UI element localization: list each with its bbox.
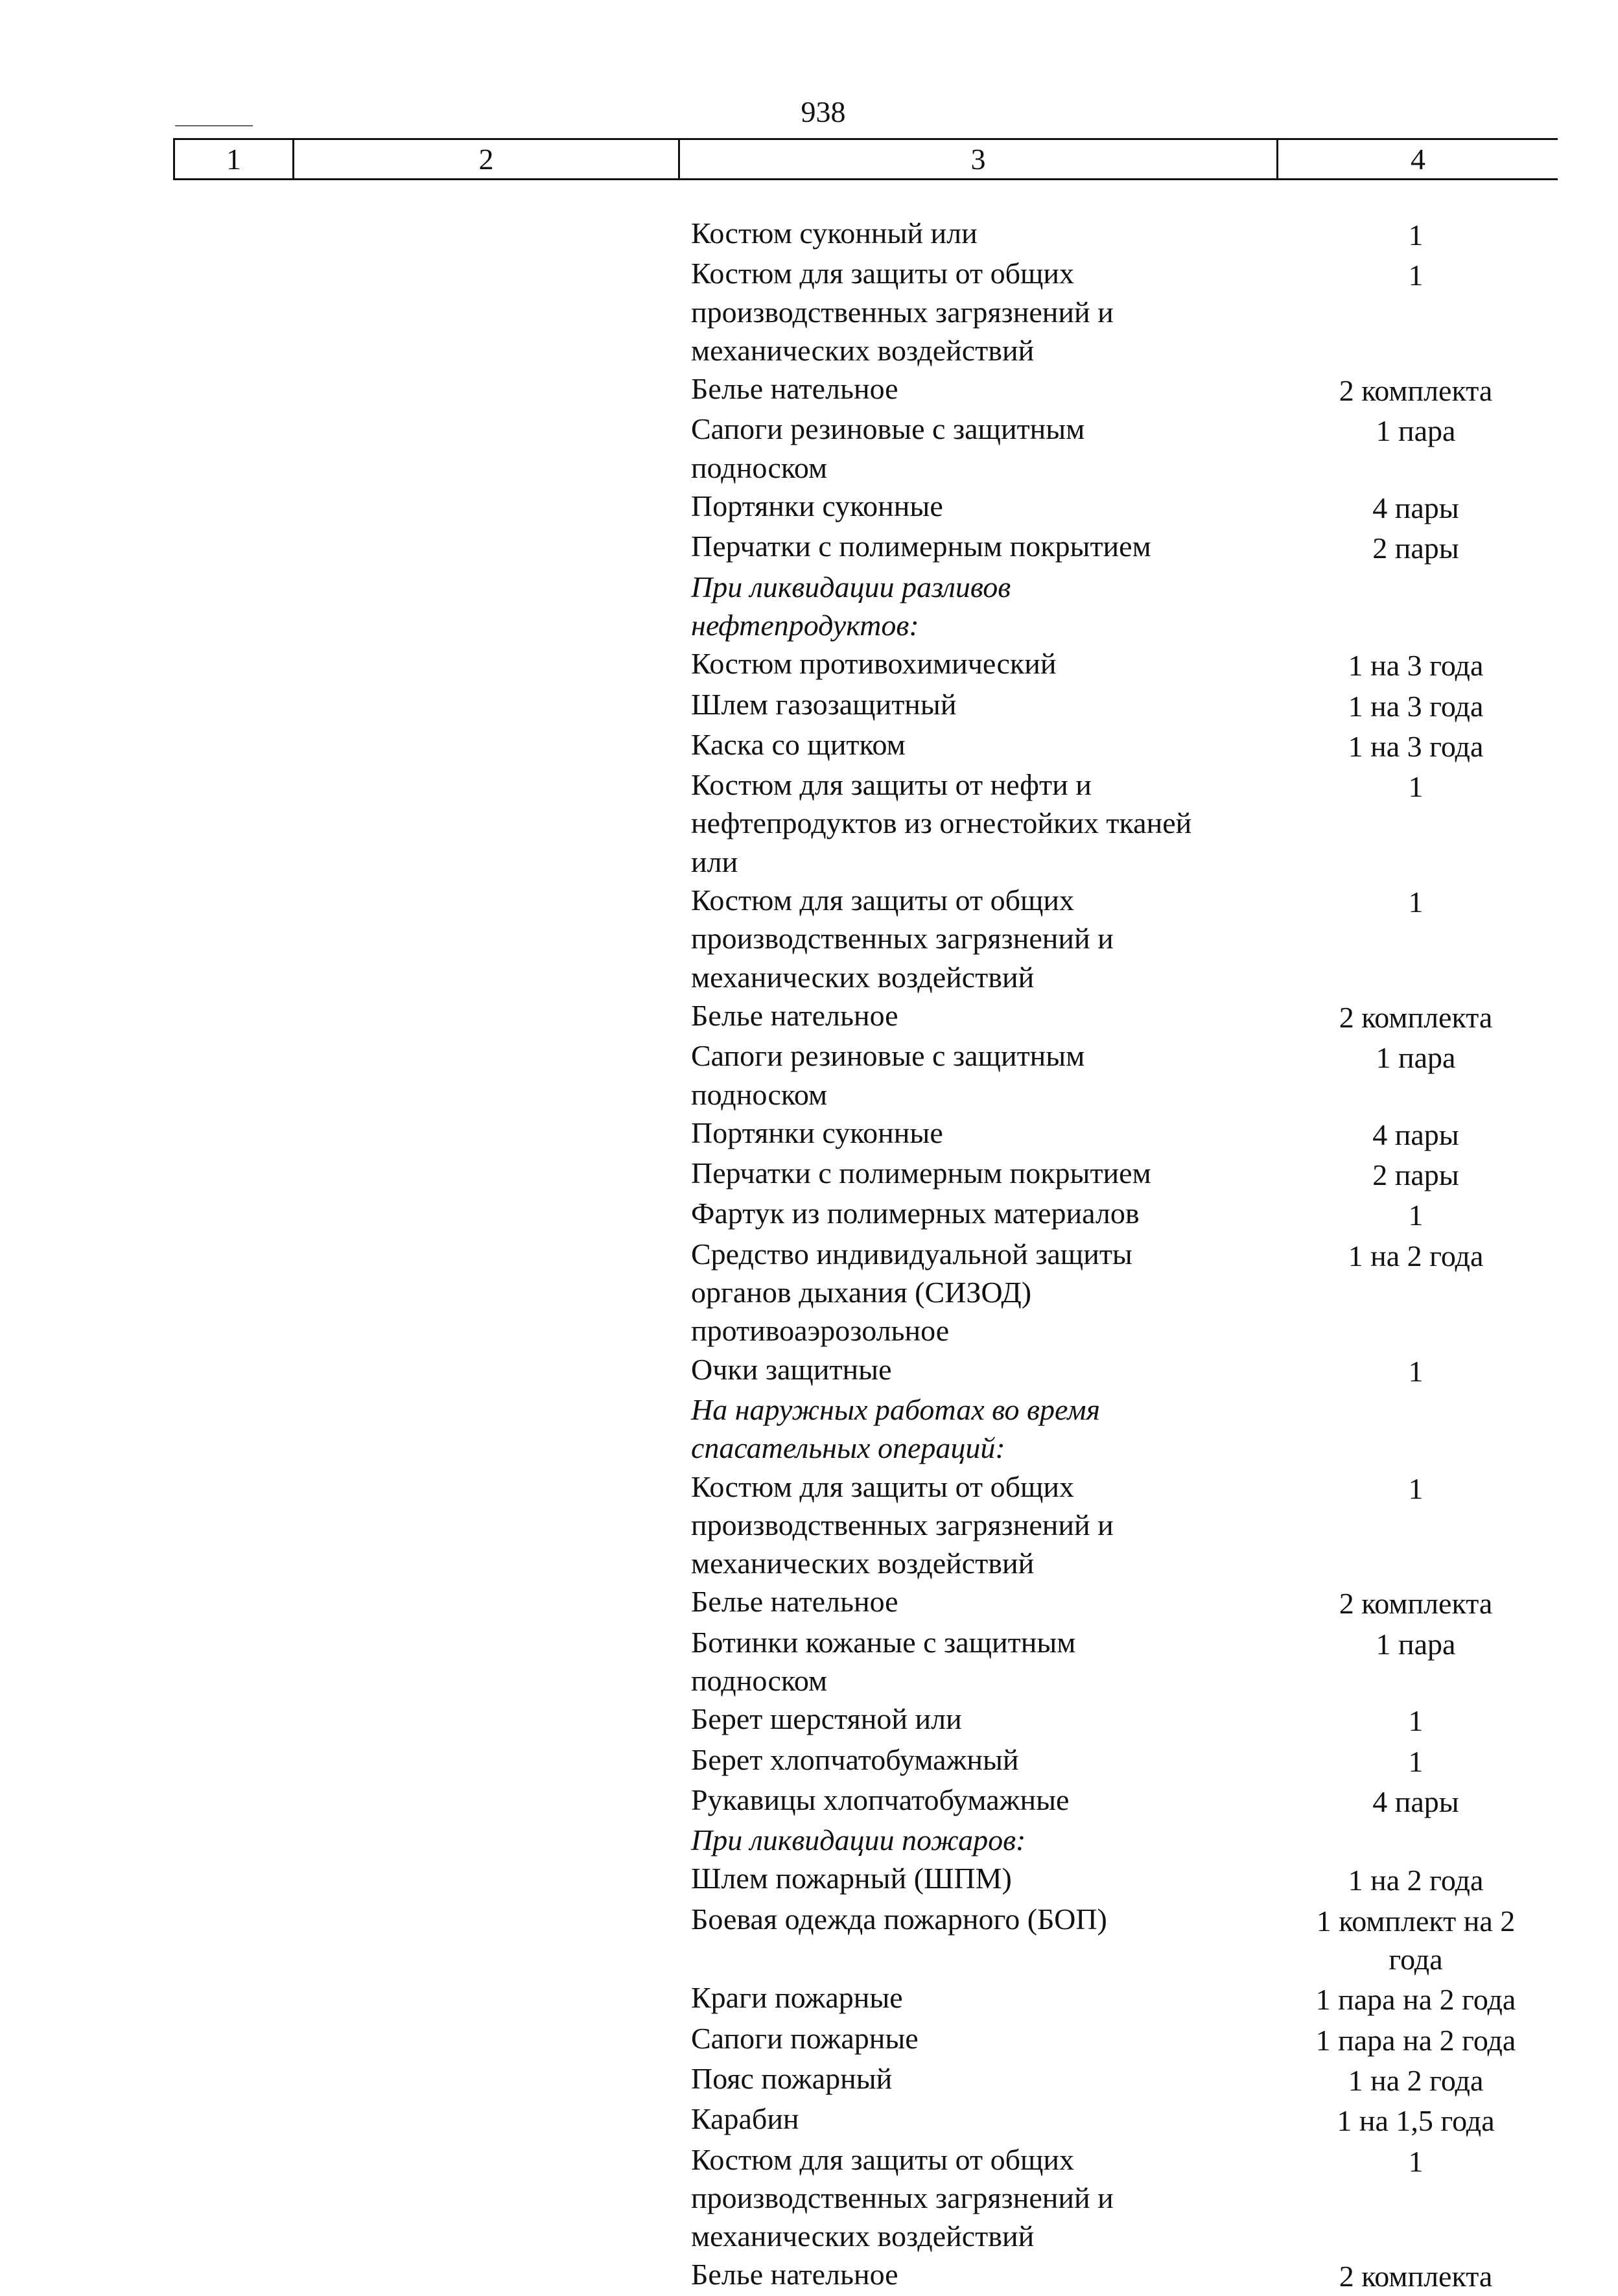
table-row — [691, 487, 1560, 527]
item-quantity: 1 пара — [1376, 1627, 1456, 1661]
item-quantity: 1 пара на 2 года — [1315, 2023, 1516, 2057]
item-quantity: 2 пары — [1372, 1158, 1459, 1192]
item-name: Портянки суконные — [691, 1116, 943, 1149]
item-name: Ботинки кожаные с защитным подноском — [691, 1625, 1076, 1697]
item-name: Карабин — [691, 2102, 799, 2136]
item-name: Портянки суконные — [691, 489, 943, 523]
table-row — [691, 1194, 1560, 1234]
item-name: Сапоги пожарные — [691, 2021, 919, 2055]
item-name: Белье нательное — [691, 372, 898, 406]
item-quantity: 2 комплекта — [1339, 2260, 1493, 2293]
table-row — [691, 1468, 1560, 1583]
table-header-row — [173, 138, 1558, 180]
header-col-2: 2 — [294, 140, 680, 178]
item-quantity: 1 на 2 года — [1348, 1239, 1484, 1272]
item-quantity: 1 на 3 года — [1348, 689, 1484, 723]
item-quantity: 1 пара — [1376, 414, 1456, 448]
item-name: Костюм для защиты от общих производственных загрязнений и механических воздействий — [691, 2142, 1114, 2253]
table-row — [691, 685, 1560, 725]
item-quantity: 2 комплекта — [1339, 374, 1493, 408]
header-col-3: 3 — [680, 140, 1278, 178]
item-name: Костюм противохимический — [691, 647, 1057, 681]
section-heading-row — [691, 1390, 1560, 1468]
item-quantity: 1 — [1408, 1744, 1424, 1778]
item-quantity: 1 на 2 года — [1348, 2063, 1484, 2097]
item-name: Костюм суконный или — [691, 217, 978, 250]
item-name: Каска со щитком — [691, 727, 906, 761]
item-name: Берет шерстяной или — [691, 1702, 962, 1736]
section-heading-row — [691, 1821, 1560, 1859]
item-quantity: 1 — [1408, 1199, 1424, 1232]
table-row — [691, 1350, 1560, 1390]
item-name: Боевая одежда пожарного (БОП) — [691, 1902, 1107, 1936]
table-row — [691, 1235, 1560, 1350]
table-row — [691, 725, 1560, 766]
table-row — [691, 1740, 1560, 1781]
item-name: Пояс пожарный — [691, 2061, 893, 2095]
table-row — [691, 1859, 1560, 1899]
item-quantity: 1 на 3 года — [1348, 729, 1484, 763]
section-heading: На наружных работах во время спасательных операций: — [691, 1392, 1100, 1465]
item-quantity: 1 пара на 2 года — [1315, 1983, 1516, 2017]
item-name: Шлем пожарный (ШПМ) — [691, 1862, 1012, 1895]
item-quantity: 2 комплекта — [1339, 1587, 1493, 1621]
table-row — [691, 881, 1560, 996]
table-body — [691, 214, 1560, 2296]
page-number: 938 — [801, 95, 846, 128]
table-row — [691, 1781, 1560, 1821]
table-row — [691, 1978, 1560, 2019]
table-row — [691, 410, 1560, 487]
item-quantity: 1 — [1408, 1704, 1424, 1738]
table-row — [691, 996, 1560, 1037]
item-quantity — [1276, 1390, 1556, 1392]
item-quantity: 1 на 2 года — [1348, 1864, 1484, 1897]
table-row — [691, 2140, 1560, 2256]
table-row — [691, 1700, 1560, 1740]
item-quantity: 1 — [1408, 1354, 1424, 1388]
item-name: Костюм для защиты от общих производственных загрязнений и механических воздействий — [691, 884, 1114, 994]
table-row — [691, 254, 1560, 369]
item-name: Перчатки с полимерным покрытием — [691, 1156, 1151, 1190]
item-quantity: 4 пары — [1372, 1118, 1459, 1151]
table-row — [691, 2100, 1560, 2140]
item-name: Берет хлопчатобумажный — [691, 1742, 1019, 1776]
item-quantity — [1276, 1821, 1556, 1823]
table-row — [691, 214, 1560, 254]
item-quantity: 1 — [1408, 885, 1424, 919]
item-quantity: 4 пары — [1372, 491, 1459, 525]
item-name: Белье нательное — [691, 1585, 898, 1619]
item-quantity: 4 пары — [1372, 1785, 1459, 1818]
item-name: Костюм для защиты от нефти и нефтепродуктов из огнестойких тканей или — [691, 768, 1192, 878]
item-name: Перчатки с полимерным покрытием — [691, 530, 1151, 563]
table-row — [691, 2059, 1560, 2100]
table-row — [691, 2255, 1560, 2295]
item-quantity: 1 пара — [1376, 1041, 1456, 1075]
item-quantity: 1 на 3 года — [1348, 649, 1484, 683]
top-rule — [175, 125, 253, 126]
header-col-1: 1 — [175, 140, 294, 178]
item-name: Костюм для защиты от общих производственных загрязнений и механических воздействий — [691, 1470, 1114, 1580]
item-quantity — [1276, 568, 1556, 570]
item-quantity: 2 пары — [1372, 532, 1459, 565]
item-name: Очки защитные — [691, 1352, 892, 1386]
item-quantity: 1 — [1408, 770, 1424, 804]
header-col-4: 4 — [1411, 143, 1425, 176]
table-row — [691, 1114, 1560, 1154]
item-quantity: 1 — [1408, 2144, 1424, 2178]
item-name: Белье нательное — [691, 2258, 898, 2291]
item-quantity: 2 комплекта — [1339, 1000, 1493, 1034]
table-row — [691, 766, 1560, 881]
item-name: Шлем газозащитный — [691, 687, 957, 721]
item-quantity: 1 на 1,5 года — [1337, 2104, 1495, 2138]
table-row — [691, 1582, 1560, 1622]
item-name: Рукавицы хлопчатобумажные — [691, 1783, 1070, 1816]
item-quantity: 1 — [1408, 1471, 1424, 1505]
item-name: Белье нательное — [691, 998, 898, 1032]
item-name: Сапоги резиновые с защитным подноском — [691, 1039, 1085, 1111]
item-quantity: 1 — [1408, 259, 1424, 292]
table-row — [691, 1154, 1560, 1194]
item-name: Фартук из полимерных материалов — [691, 1197, 1140, 1230]
item-name: Костюм для защиты от общих производственных загрязнений и механических воздействий — [691, 257, 1114, 367]
item-quantity: 1 комплект на 2 года — [1316, 1904, 1516, 1976]
section-heading: При ликвидации разливов нефтепродуктов: — [691, 570, 1011, 642]
table-row — [691, 2019, 1560, 2059]
table-row — [691, 1623, 1560, 1700]
table-row — [691, 1037, 1560, 1114]
item-name: Сапоги резиновые с защитным подноском — [691, 412, 1085, 484]
table-row — [691, 644, 1560, 685]
item-name: Средство индивидуальной защиты органов дыхания (СИЗОД) противоаэрозольное — [691, 1237, 1132, 1348]
item-name: Краги пожарные — [691, 1981, 903, 2015]
table-row — [691, 369, 1560, 410]
section-heading: При ликвидации пожаров: — [691, 1823, 1026, 1857]
table-row — [691, 527, 1560, 567]
item-quantity: 1 — [1408, 218, 1424, 252]
section-heading-row — [691, 568, 1560, 645]
table-row — [691, 1900, 1560, 1979]
